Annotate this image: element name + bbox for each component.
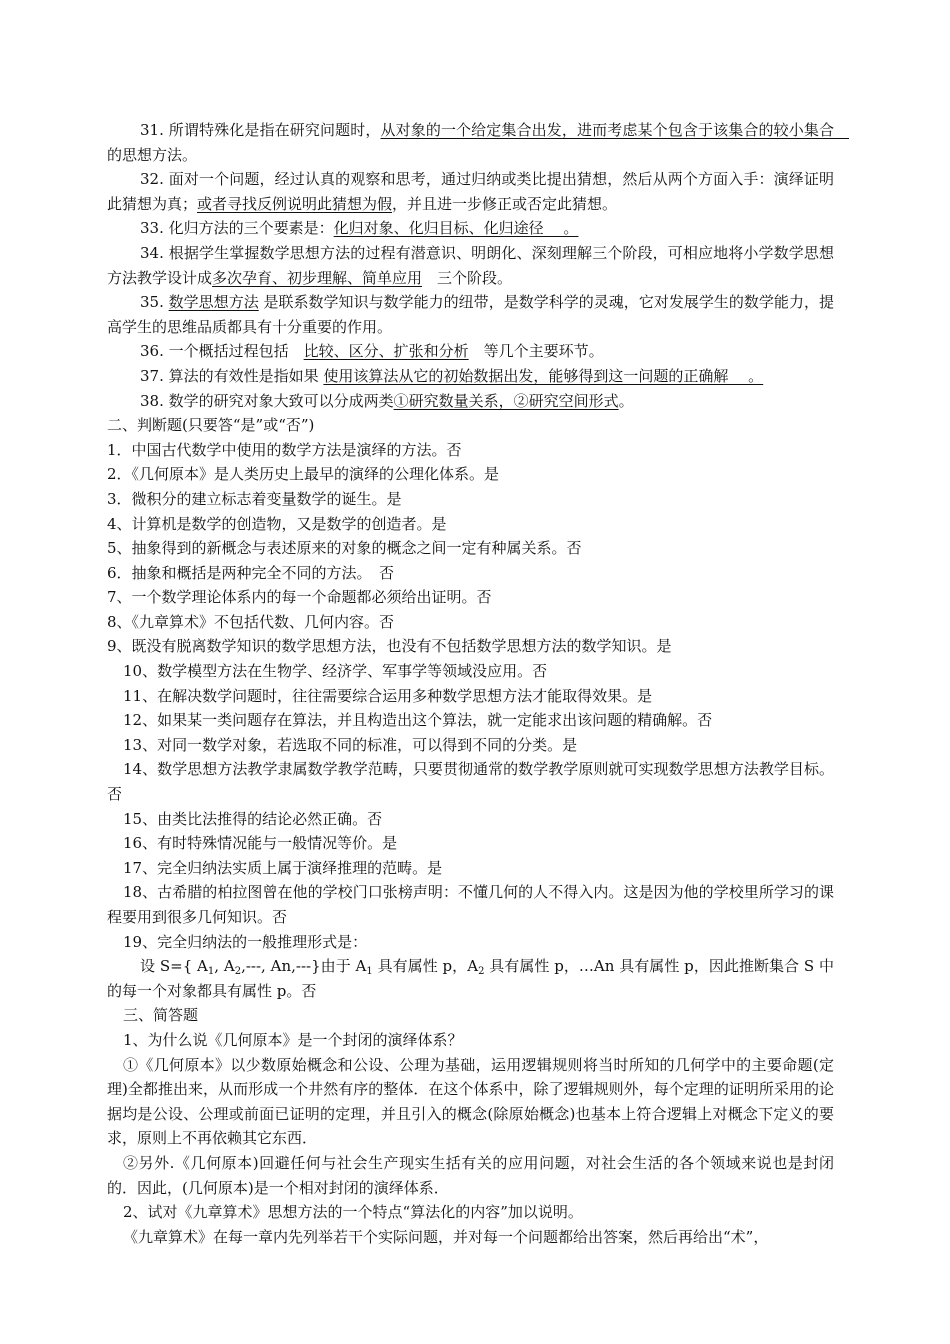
judgment-item: 6．抽象和概括是两种完全不同的方法。 否 (107, 563, 395, 582)
formula-subscript: 2 (234, 966, 242, 978)
item-number: 35. (140, 293, 164, 312)
judgment-item: 9、既没有脱离数学知识的数学思想方法，也没有不包括数学思想方法的数学知识。是 (107, 637, 672, 656)
formula-text: 设 S={ A (140, 957, 208, 976)
judgment-item: 7、一个数学理论体系内的每一个命题都必须给出证明。否 (107, 588, 492, 607)
judgment-item: 10、数学模型方法在生物学、经济学、军事学等领域没应用。否 (123, 662, 548, 681)
formula-text: 具有属性 p，A (372, 957, 479, 976)
page-content (107, 118, 849, 1249)
judgment-item: 12、如果某一类问题存在算法，并且构造出这个算法，就一定能求出该问题的精确解。否 (123, 711, 713, 730)
judgment-item: 19、完全归纳法的一般推理形式是： (123, 932, 368, 951)
judgment-list (107, 438, 834, 954)
section-heading-short-answer: 三、简答题 (123, 1006, 199, 1025)
judgment-item: 15、由类比法推得的结论必然正确。否 (123, 809, 383, 828)
judgment-item: 18、古希腊的柏拉图曾在他的学校门口张榜声明：不懂几何的人不得入内。这是因为他的学校里所学习的课程要用到很多几何知识。否 (107, 883, 834, 926)
question-2: 2、试对《九章算术》思想方法的一个特点“算法化的内容”加以说明。 (123, 1203, 583, 1222)
formula-subscript: 1 (207, 966, 215, 978)
item-number: 33. (140, 219, 164, 238)
judgment-item: 16、有时特殊情况能与一般情况等价。是 (123, 834, 398, 853)
question-1: 1、为什么说《几何原本》是一个封闭的演绎体系？ (123, 1030, 463, 1049)
section-heading-judgment: 二、判断题(只要答“是”或“否”) (107, 416, 315, 435)
item-number: 31. (140, 121, 164, 139)
fill-in-item (107, 241, 834, 290)
item-question: 一个概括过程包括 (163, 342, 304, 361)
fill-in-item (107, 290, 834, 339)
item-answer: 或者寻找反例说明此猜想为假 (197, 194, 393, 213)
judgment-item: 5、抽象得到的新概念与表述原来的对象的概念之间一定有种属关系。否 (107, 539, 582, 558)
item-question: 算法的有效性是指如果 (163, 366, 324, 385)
item-question: 数学的研究对象大致可以分成两类 (163, 391, 394, 410)
item-answer: 多次孕育、初步理解、简单应用 (212, 268, 423, 287)
judgment-item: 1．中国古代数学中使用的数学方法是演绎的方法。否 (107, 440, 462, 459)
item-tail: 。 (618, 391, 634, 410)
formula-text: 具有属性 p，…An 具有属性 p，因此推断集合 S 中的每一个对象都具有属性 p。否 (107, 957, 834, 1000)
judgment-item: 11、在解决数学问题时，往往需要综合运用多种数学思想方法才能取得效果。是 (123, 686, 653, 705)
item-answer: ①研究数量关系，②研究空间形式 (393, 391, 619, 410)
item-answer: 使用该算法从它的初始数据出发，能够得到这一问题的正确解 。 (323, 366, 764, 385)
formula-text: , A (214, 957, 235, 976)
fill-in-item (107, 364, 834, 389)
item-number: 36. (140, 342, 164, 361)
item-question: 化归方法的三个要素是： (163, 219, 334, 238)
fill-in-item (107, 216, 834, 241)
fill-in-item (107, 118, 849, 167)
item-number: 38. (140, 391, 164, 410)
item-tail: 是联系数学知识与数学能力的纽带，是数学科学的灵魂，它对发展学生的数学能力，提高学生的思维品质都具有十分重要的作用。 (107, 293, 834, 336)
item-tail: ，并且进一步修正或否定此猜想。 (392, 194, 618, 213)
answer-1-paragraph-1: ①《几何原本》以少数原始概念和公设、公理为基础，运用逻辑规则将当时所知的几何学中的主要命题(定理)全都推出来，从而形成一个井然有序的整体．在这个体系中，除了逻辑规则外，每个定理的证明所采用的论据均是公设、公理或前面已证明的定理，并且引入的概念(除原始概念)也基本上符合逻辑上对概念下定义的要求，原则上不再依赖其它东西． (107, 1055, 834, 1148)
item-question: 根据学生掌握数学思想方法的过程有潜意识、明朗化、深刻理解三个阶段，可相应地将小学数学思想方法教学设计成 (107, 243, 834, 287)
set-formula (107, 954, 834, 1003)
formula-text: ,---, An,---}由于 A (241, 957, 367, 976)
item-answer: 数学思想方法 (168, 293, 259, 312)
answer-2-paragraph-1: 《九章算术》在每一章内先列举若干个实际问题，并对每一个问题都给出答案，然后再给出“术”， (123, 1227, 769, 1246)
judgment-item: 14、数学思想方法教学隶属数学教学范畴，只要贯彻通常的数学教学原则就可实现数学思想方法教学目标。否 (107, 760, 834, 804)
fill-in-list (107, 118, 849, 413)
item-number: 34. (140, 243, 164, 262)
item-tail: 的思想方法。 (107, 145, 198, 164)
fill-in-item (107, 167, 834, 216)
formula-subscript: 2 (478, 966, 485, 978)
judgment-item: 2．《几何原本》是人类历史上最早的演绎的公理化体系。是 (107, 465, 500, 484)
judgment-item: 3．微积分的建立标志着变量数学的诞生。是 (107, 489, 402, 508)
judgment-item: 13、对同一数学对象，若选取不同的标准，可以得到不同的分类。是 (123, 735, 578, 754)
judgment-item: 17、完全归纳法实质上属于演绎推理的范畴。是 (123, 858, 443, 877)
item-answer: 化归对象、化归目标、化归途径 。 (333, 219, 579, 238)
item-answer: 比较、区分、扩张和分析 (303, 342, 469, 361)
item-number: 37. (140, 366, 164, 385)
judgment-item: 8、《九章算术》不包括代数、几何内容。否 (107, 612, 395, 631)
item-tail: 三个阶段。 (422, 268, 513, 287)
item-question: 所谓特殊化是指在研究问题时， (163, 121, 381, 139)
answer-1-paragraph-2: ②另外.《几何原本)回避任何与社会生产现实生括有关的应用问题，对社会生活的各个领域来说也是封闭的．因此，(几何原本)是一个相对封闭的演绎体系． (107, 1153, 834, 1197)
fill-in-item (107, 389, 834, 414)
fill-in-item (107, 339, 834, 364)
item-question: 面对一个问题，经过认真的观察和思考，通过归纳或类比提出猜想，然后从两个方面入手：演绎证明此猜想为真； (107, 170, 834, 213)
judgment-item: 4、计算机是数学的创造物，又是数学的创造者。是 (107, 514, 447, 533)
item-number: 32. (140, 170, 164, 189)
formula-subscript: 1 (366, 966, 373, 978)
item-tail: 等几个主要环节。 (468, 342, 604, 361)
item-answer: 从对象的一个给定集合出发，进而考虑某个包含于该集合的较小集合 (380, 121, 849, 139)
